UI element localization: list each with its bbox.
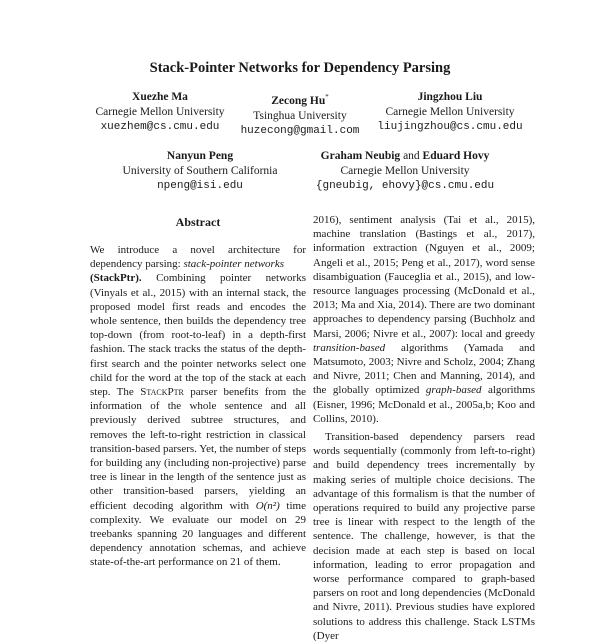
abstract-body bbox=[90, 243, 306, 570]
author-affiliation: Carnegie Mellon University bbox=[385, 106, 515, 118]
author-block-hu bbox=[225, 90, 375, 139]
author-block-neubig-hovy bbox=[300, 149, 510, 194]
author-affiliation: Tsinghua University bbox=[253, 109, 347, 122]
body-paragraph: Transition-based dependency parsers read words sequentially (commonly from left-to-right) and build dependency trees incrementally by making series of multiple choice decisions. The advantage of this formalism is that the number of operations required to build any projective parse tree is linear with respect to the length of the sentence. The challenge, however, is that the decision made at each step is based on local information, leading to error propagation and worse performance compared to graph-based parsers on root and long dependencies (McDonald and Nivre, 2011). Previous studies have explored solutions to address this challenge. Stack LSTMs (Dyer bbox=[313, 431, 535, 642]
author-email: huzecong@gmail.com bbox=[240, 124, 360, 137]
author-name: Graham Neubig and Eduard Hovy bbox=[320, 150, 490, 162]
body-paragraph: 2016), sentiment analysis (Tai et al., 2015), machine translation (Bastings et al., 2017), information extraction (Nguyen et al., 2009; Angeli et al., 2015; Peng et al., 2017), word sense disambiguation (Fauceglia et al., 2015), and low-resource languages processing (McDonald et al., 2013; Ma and Xia, 2014). There are two dominant approaches to dependency parsing (Buchholz and Marsi, 2006; Nivre et al., 2007): local and greedy transition-based algorithms (Yamada and Matsumoto, 2003; Nivre and Scholz, 2004; Zhang and Nivre, 2011; Chen and Manning, 2014), and the globally optimized graph-based algorithms (Eisner, 1996; McDonald et al., 2005a,b; Koo and Collins, 2010). bbox=[313, 214, 535, 425]
author-email: liujingzhou@cs.cmu.edu bbox=[377, 121, 523, 133]
author-block-ma bbox=[80, 90, 240, 135]
author-name: Zecong Hu* bbox=[271, 93, 329, 107]
right-column bbox=[313, 213, 535, 643]
author-name: Jingzhou Liu bbox=[417, 91, 483, 103]
author-affiliation: Carnegie Mellon University bbox=[340, 165, 470, 177]
author-affiliation: Carnegie Mellon University bbox=[95, 106, 225, 118]
abstract-paragraph: We introduce a novel architecture for dependency parsing: stack-pointer networks (StackPtr). Combining pointer networks (Vinyals et al., 2015) with an internal stack, the proposed model first reads and encodes the whole sentence, then builds the dependency tree top-down (from root-to-leaf) in a depth-first fashion. The stack tracks the status of the depth-first search and the pointer networks select one child for the word at the top of the stack at each step. The StackPtr parser benefits from the information of the whole sentence and all previously derived subtree structures, and removes the left-to-right restriction in classical transition-based parsers. Yet, the number of steps for building any (including non-projective) parse tree is linear in the length of the sentence just as other transition-based parsers, yielding an efficient decoding algorithm with O(n²) time complexity. We evaluate our model on 29 treebanks spanning 20 languages and different dependency annotation schemas, and achieve state-of-the-art performance on 21 of them. bbox=[90, 244, 307, 569]
author-email: npeng@isi.edu bbox=[157, 180, 243, 192]
author-name: Nanyun Peng bbox=[166, 150, 234, 162]
author-affiliation: University of Southern California bbox=[122, 165, 278, 177]
author-email: {gneubig, ehovy}@cs.cmu.edu bbox=[315, 180, 495, 192]
author-email: xuezhem@cs.cmu.edu bbox=[100, 121, 220, 133]
author-block-peng bbox=[105, 149, 295, 194]
paper-title: Stack-Pointer Networks for Dependency Parsing bbox=[149, 60, 451, 76]
abstract-heading: Abstract bbox=[175, 215, 221, 229]
author-block-liu bbox=[365, 90, 535, 135]
author-name: Xuezhe Ma bbox=[132, 91, 188, 103]
